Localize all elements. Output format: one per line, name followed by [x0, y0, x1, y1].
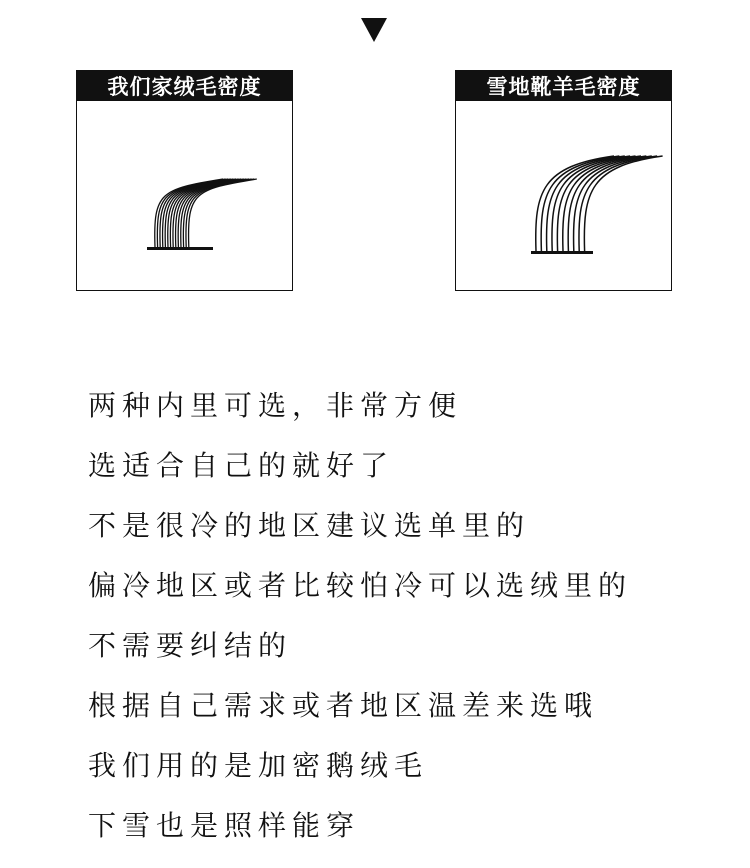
wool-density-panel [455, 70, 672, 291]
text-line: 根据自己需求或者地区温差来选哦 [88, 689, 599, 722]
text-line: 两种内里可选，非常方便 [88, 389, 463, 422]
text-line: 不是很冷的地区建议选单里的 [88, 509, 531, 542]
fiber-base-line [147, 247, 213, 250]
down-arrow-icon [361, 18, 387, 42]
text-line: 不需要纠结的 [88, 629, 293, 662]
sparse-fiber-illustration [456, 101, 671, 290]
description-text [88, 388, 632, 868]
text-line: 我们用的是加密鹅绒毛 [88, 749, 429, 782]
down-density-title: 我们家绒毛密度 [76, 70, 293, 101]
wool-density-title: 雪地靴羊毛密度 [455, 70, 672, 101]
text-line: 选适合自己的就好了 [88, 449, 395, 482]
down-density-panel [76, 70, 293, 291]
text-line: 偏冷地区或者比较怕冷可以选绒里的 [88, 569, 633, 602]
dense-fiber-illustration [77, 101, 292, 290]
fiber-base-line [531, 251, 593, 254]
text-line: 下雪也是照样能穿 [88, 809, 361, 842]
